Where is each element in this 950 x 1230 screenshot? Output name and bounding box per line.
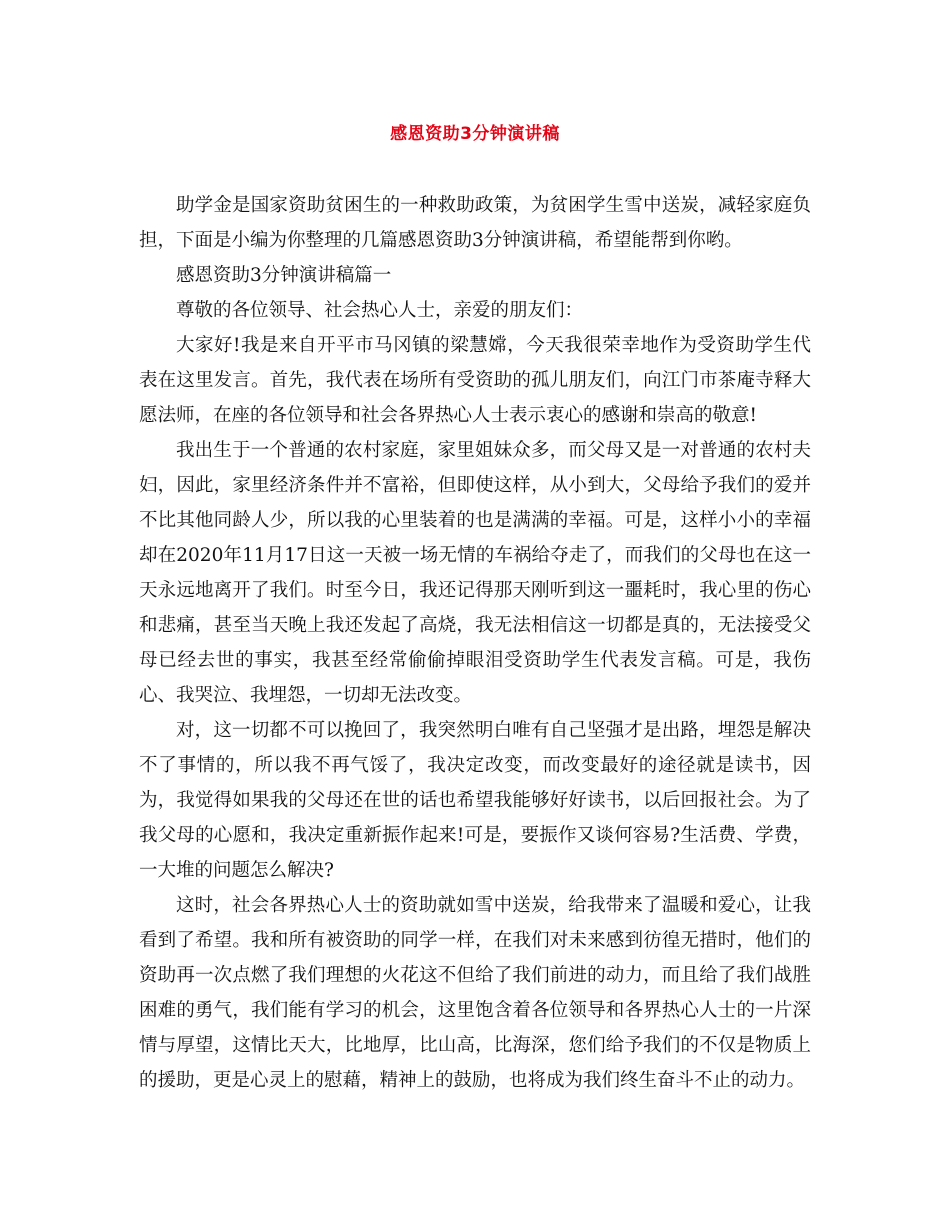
section-heading: 感恩资助3分钟演讲稿篇一 <box>176 265 392 286</box>
paragraph-resolve: 对，这一切都不可以挽回了，我突然明白唯有自己坚强才是出路，埋怨是解决不了事情的，所以我不再气馁了，我决定改变，而改变最好的途径就是读书，因为，我觉得如果我的父母还在世的话也希望我能够好好读书，以后回报社会。为了我父母的心愿和，我决定重新振作起来!可是，要振作又谈何容易?生活费、学费，一大堆的问题怎么解决? <box>139 720 811 881</box>
paragraph-greeting: 大家好!我是来自开平市马冈镇的梁慧嫦，今天我很荣幸地作为受资助学生代表在这里发言。首先，我代表在场所有受资助的孤儿朋友们，向江门市茶庵寺释大愿法师，在座的各位领导和社会各界热心人士表示衷心的感谢和崇高的敬意! <box>139 335 811 426</box>
paragraph-gratitude: 这时，社会各界热心人士的资助就如雪中送炭，给我带来了温暖和爱心，让我看到了希望。我和所有被资助的同学一样，在我们对未来感到彷徨无措时，他们的资助再一次点燃了我们理想的火花这不但给了我们前进的动力，而且给了我们战胜困难的勇气，我们能有学习的机会，这里饱含着各位领导和各界热心人士的一片深情与厚望，这情比天大，比地厚，比山高，比海深，您们给予我们的不仅是物质上的援助，更是心灵上的慰藉，精神上的鼓励，也将成为我们终生奋斗不止的动力。 <box>139 895 811 1091</box>
document-body <box>139 188 811 1098</box>
paragraph-intro: 助学金是国家资助贫困生的一种救助政策，为贫困学生雪中送炭，减轻家庭负担，下面是小编为你整理的几篇感恩资助3分钟演讲稿，希望能帮到你哟。 <box>139 195 811 251</box>
salutation: 尊敬的各位领导、社会热心人士，亲爱的朋友们： <box>176 300 584 321</box>
document-title: 感恩资助3分钟演讲稿 <box>390 124 560 144</box>
paragraph-family-story: 我出生于一个普通的农村家庭，家里姐妹众多，而父母又是一对普通的农村夫妇，因此，家里经济条件并不富裕，但即使这样，从小到大，父母给予我们的爱并不比其他同龄人少，所以我的心里装着的也是满满的幸福。可是，这样小小的幸福却在2020年11月17日这一天被一场无情的车祸给夺走了，而我们的父母也在这一天永远地离开了我们。时至今日，我还记得那天刚听到这一噩耗时，我心里的伤心和悲痛，甚至当天晚上我还发起了高烧，我无法相信这一切都是真的，无法接受父母已经去世的事实，我甚至经常偷偷掉眼泪受资助学生代表发言稿。可是，我伤心、我哭泣、我埋怨，一切却无法改变。 <box>139 440 811 706</box>
